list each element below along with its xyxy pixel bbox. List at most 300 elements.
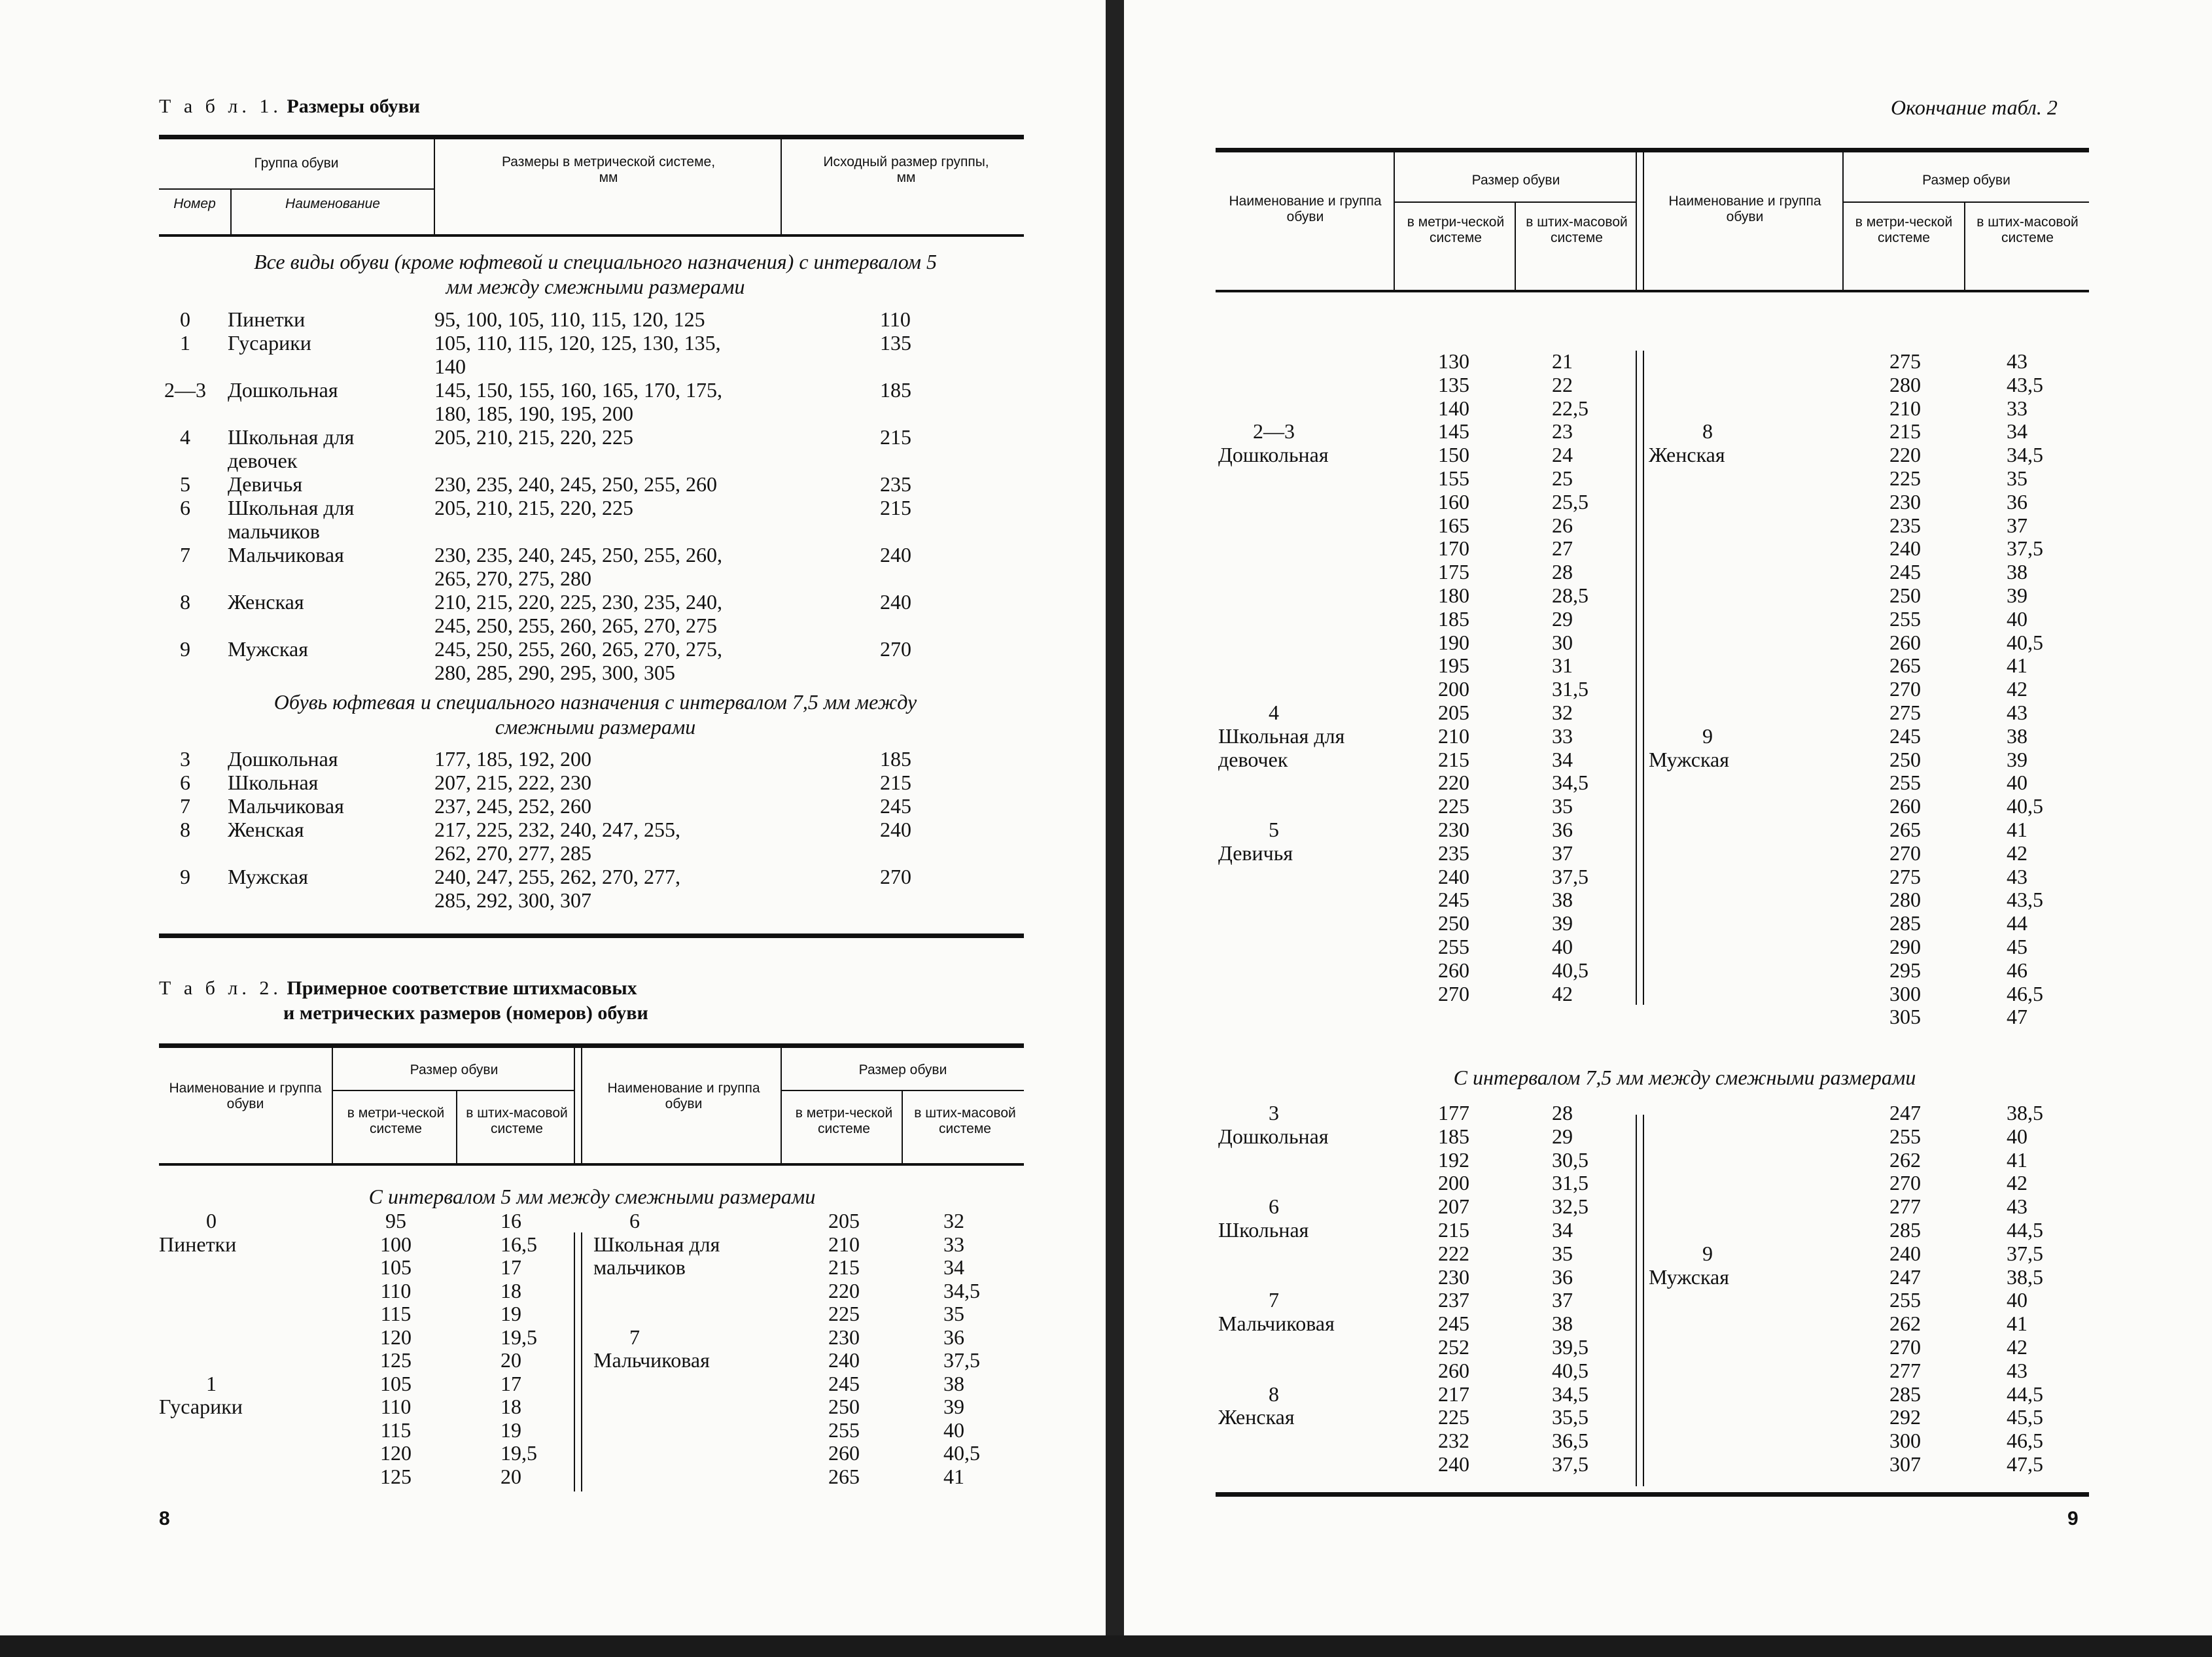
rtable-cell-stich: 45 [2007, 935, 2028, 958]
rtable-header-size-r: Размер обуви [1922, 173, 2010, 188]
rtable-cell-stich: 40,5 [1552, 958, 1589, 982]
rtable-cell-stich: 34,5 [1552, 1382, 1589, 1406]
rtable-cell-stich: 40,5 [2007, 630, 2043, 654]
table1-row-sizes: 245, 250, 255, 260, 265, 270, 275 [434, 614, 717, 637]
rtable-cell-metric: 300 [1889, 981, 1921, 1005]
rtable-cell-metric: 262 [1889, 1147, 1921, 1172]
table2-cell-stich: 40 [943, 1418, 964, 1442]
table2-group-number: 0 [206, 1209, 217, 1232]
rtable-cell-stich: 36 [1552, 1265, 1573, 1289]
rtable-cell-metric: 210 [1438, 724, 1469, 748]
rtable-cell-metric: 225 [1438, 794, 1469, 818]
rtable-cell-stich: 33 [1552, 724, 1573, 748]
rtable-cell-metric: 265 [1889, 818, 1921, 841]
rtable-cell-stich: 36 [2007, 489, 2028, 514]
rtable-cell-stich: 40 [2007, 606, 2028, 631]
rtable-cell-metric: 260 [1889, 630, 1921, 654]
rtable-cell-metric: 240 [1438, 1452, 1469, 1476]
rtable-cell-stich: 31,5 [1552, 1171, 1589, 1195]
table1-label: Т а б л. 1. [159, 96, 282, 117]
table1-row-number: 8 [180, 818, 190, 841]
table2-group-name: Гусарики [159, 1395, 243, 1418]
table2-cell-metric: 230 [828, 1325, 860, 1349]
rtable-cell-metric: 235 [1889, 513, 1921, 537]
table1-row-base: 185 [880, 747, 911, 771]
table2-cell-stich: 19,5 [500, 1441, 537, 1465]
rtable-cell-metric: 215 [1889, 419, 1921, 444]
rtable-group-number: 5 [1269, 818, 1279, 841]
rtable-cell-stich: 31 [1552, 654, 1573, 678]
rtable-cell-stich: 24 [1552, 443, 1573, 467]
rtable-cell-stich: 22,5 [1552, 396, 1589, 420]
table2-cell-metric: 100 [380, 1232, 412, 1256]
table1-row-number: 6 [180, 771, 190, 794]
rtable-cell-stich: 23 [1552, 419, 1573, 444]
rtable-cell-metric: 130 [1438, 349, 1469, 373]
table2-cell-stich: 34 [943, 1255, 964, 1279]
rtable-group-name: Дошкольная [1218, 443, 1329, 467]
rtable-group-name: Девичья [1218, 841, 1293, 865]
table1-row-sizes: 95, 100, 105, 110, 115, 120, 125 [434, 307, 705, 331]
rtable-group-number: 8 [1702, 419, 1713, 444]
rtable-cell-stich: 37,5 [2007, 536, 2043, 561]
rtable-cell-stich: 43 [2007, 701, 2028, 724]
table1-title: Размеры обуви [287, 96, 421, 117]
rtable-cell-stich: 37,5 [1552, 864, 1589, 888]
rtable-cell-metric: 255 [1438, 935, 1469, 958]
rtable-cell-stich: 35 [1552, 1241, 1573, 1265]
rtable-cell-metric: 270 [1889, 841, 1921, 865]
table2-caption-line2 [283, 1002, 648, 1024]
rtable-cell-stich: 38,5 [2007, 1265, 2043, 1289]
table2-double-vline-body [574, 1232, 582, 1491]
rtable-header-metric-l: в метри-ческой системе [1407, 215, 1505, 246]
table2-cell-metric: 120 [380, 1441, 412, 1465]
table1-row-sizes: 180, 185, 190, 195, 200 [434, 402, 633, 425]
rtable-cell-metric: 290 [1889, 935, 1921, 958]
rtable-cell-metric: 292 [1889, 1405, 1921, 1429]
table2-cell-stich: 18 [500, 1278, 521, 1302]
rtable-cell-metric: 232 [1438, 1429, 1469, 1453]
rtable-cell-stich: 39 [2007, 584, 2028, 607]
rtable-cell-stich: 32,5 [1552, 1195, 1589, 1219]
rtable-cell-stich: 29 [1552, 1124, 1573, 1148]
rtable-cell-stich: 31,5 [1552, 677, 1589, 701]
table1-row-number: 9 [180, 637, 190, 661]
rtable-cell-stich: 30,5 [1552, 1147, 1589, 1172]
rtable-cell-metric: 270 [1438, 981, 1469, 1005]
rtable-cell-metric: 277 [1889, 1195, 1921, 1219]
rtable-group-name: Школьная для [1218, 724, 1345, 748]
table1-header-group: Группа обуви [254, 156, 339, 171]
table1-row-sizes: 145, 150, 155, 160, 165, 170, 175, [434, 378, 722, 402]
rtable-size-rule-r [1844, 201, 2089, 203]
table1-row-sizes: 210, 215, 220, 225, 230, 235, 240, [434, 590, 722, 614]
rtable-cell-metric: 220 [1438, 771, 1469, 795]
table2-size-rule-l [333, 1090, 575, 1091]
rtable-cell-metric: 255 [1889, 1288, 1921, 1312]
table2-cell-metric: 215 [828, 1255, 860, 1279]
rtable-cell-metric: 185 [1438, 1124, 1469, 1148]
table2-cell-stich: 19,5 [500, 1325, 537, 1349]
rtable-cell-metric: 270 [1889, 1171, 1921, 1195]
rtable-cell-metric: 200 [1438, 677, 1469, 701]
table1-row-sizes: 237, 245, 252, 260 [434, 794, 591, 818]
table1-section2: Обувь юфтевая и специального назначения с интервалом 7,5 мм между смежными размерами [273, 690, 917, 739]
table1-top-rule [159, 135, 1024, 139]
table2-cell-metric: 115 [380, 1418, 412, 1442]
rtable-cell-stich: 43,5 [2007, 372, 2043, 396]
rtable-cell-stich: 42 [2007, 677, 2028, 701]
table1-row-name: Школьная для [228, 496, 355, 519]
rtable-cell-stich: 42 [2007, 1171, 2028, 1195]
table1-row-base: 215 [880, 425, 911, 449]
scan-bottom-edge [0, 1635, 2212, 1657]
table1-row-number: 2—3 [164, 378, 206, 402]
table2-cell-metric: 95 [385, 1209, 406, 1232]
table2-group-number: 7 [629, 1325, 640, 1349]
rtable-cell-stich: 45,5 [2007, 1405, 2043, 1429]
table1-row-base: 240 [880, 543, 911, 567]
rtable-cell-stich: 37,5 [2007, 1241, 2043, 1265]
rtable-cell-metric: 275 [1889, 701, 1921, 724]
table2-title-line1: Примерное соответствие штихмасовых [287, 977, 637, 999]
rtable-cell-stich: 35 [2007, 466, 2028, 490]
rtable-cell-metric: 205 [1438, 701, 1469, 724]
rtable-cell-stich: 40 [2007, 1288, 2028, 1312]
table1-row-name: Пинетки [228, 307, 306, 331]
table2-cell-stich: 20 [500, 1348, 521, 1372]
table1-row-name: Девичья [228, 472, 303, 496]
rtable-cell-metric: 185 [1438, 606, 1469, 631]
table2-cell-metric: 255 [828, 1418, 860, 1442]
rtable-cell-metric: 165 [1438, 513, 1469, 537]
rtable-cell-stich: 37 [1552, 1288, 1573, 1312]
table1-row-base: 215 [880, 496, 911, 519]
rtable-header-stich-l: в штих-масовой системе [1526, 215, 1628, 246]
table2-cell-metric: 105 [380, 1255, 412, 1279]
table1-row-number: 5 [180, 472, 190, 496]
table1-row-base: 240 [880, 818, 911, 841]
rtable-cell-stich: 39 [2007, 747, 2028, 771]
table2-cell-metric: 265 [828, 1464, 860, 1488]
rtable-cell-stich: 39 [1552, 911, 1573, 935]
table1-row-name: Гусарики [228, 331, 311, 355]
rtable-cell-stich: 44,5 [2007, 1218, 2043, 1242]
rtable-cell-metric: 270 [1889, 1335, 1921, 1359]
table1-row-sizes: 262, 270, 277, 285 [434, 841, 591, 865]
table2-cell-metric: 110 [380, 1395, 412, 1418]
rtable-cell-metric: 145 [1438, 419, 1469, 444]
table1-row-base: 185 [880, 378, 911, 402]
rtable-cell-metric: 237 [1438, 1288, 1469, 1312]
table1-row-name: Дошкольная [228, 378, 338, 402]
table2-size-rule-r [782, 1090, 1024, 1091]
table2-vline-2 [456, 1091, 457, 1163]
table1-row-sizes: 217, 225, 232, 240, 247, 255, [434, 818, 680, 841]
table1-row-number: 3 [180, 747, 190, 771]
table1-row-sizes: 280, 285, 290, 295, 300, 305 [434, 661, 675, 684]
table2-cell-stich: 18 [500, 1395, 521, 1418]
rtable-cell-stich: 41 [2007, 1147, 2028, 1172]
rtable-cell-metric: 275 [1889, 349, 1921, 373]
rtable-header-bottom-rule [1216, 290, 2089, 292]
rtable-cell-metric: 217 [1438, 1382, 1469, 1406]
rtable-cell-stich: 35,5 [1552, 1405, 1589, 1429]
table2-cell-stich: 41 [943, 1464, 964, 1488]
rtable-cell-metric: 230 [1889, 489, 1921, 514]
rtable-cell-stich: 47,5 [2007, 1452, 2043, 1476]
rtable-header-metric-r: в метри-ческой системе [1855, 215, 1953, 246]
table2-group-name: Мальчиковая [593, 1348, 710, 1372]
table2-cell-metric: 115 [380, 1302, 412, 1325]
rtable-cell-stich: 21 [1552, 349, 1573, 373]
rtable-cell-stich: 34 [1552, 1218, 1573, 1242]
table2-header-stich-l: в штих-масовой системе [466, 1106, 568, 1137]
rtable-cell-stich: 27 [1552, 536, 1573, 561]
rtable-cell-metric: 222 [1438, 1241, 1469, 1265]
table2-cell-stich: 40,5 [943, 1441, 980, 1465]
rtable-cell-stich: 38 [1552, 888, 1573, 912]
rtable-cell-stich: 40,5 [2007, 794, 2043, 818]
rtable-cell-metric: 252 [1438, 1335, 1469, 1359]
rtable-cell-metric: 192 [1438, 1147, 1469, 1172]
rtable-cell-metric: 170 [1438, 536, 1469, 561]
rtable-group-number: 2—3 [1253, 419, 1295, 444]
rtable-cell-metric: 280 [1889, 372, 1921, 396]
rtable-cell-metric: 140 [1438, 396, 1469, 420]
table2-group-number: 1 [206, 1371, 217, 1395]
table2-cell-stich: 20 [500, 1464, 521, 1488]
table2-header-namegroup-r: Наименование и группа обуви [607, 1081, 760, 1112]
rtable-cell-stich: 30 [1552, 630, 1573, 654]
rtable-cell-metric: 240 [1438, 864, 1469, 888]
rtable-header-namegroup-l: Наименование и группа обуви [1229, 194, 1382, 225]
rtable-cell-metric: 155 [1438, 466, 1469, 490]
table1-row-sizes: 140 [434, 355, 466, 378]
rtable-cell-metric: 305 [1889, 1005, 1921, 1029]
rtable-cell-stich: 38 [2007, 560, 2028, 584]
table2-cell-metric: 250 [828, 1395, 860, 1418]
table2-cell-stich: 16 [500, 1209, 521, 1232]
rtable-cell-metric: 200 [1438, 1171, 1469, 1195]
rtable-cell-stich: 43 [2007, 864, 2028, 888]
rtable-header-stich-r: в штих-масовой системе [1976, 215, 2079, 246]
rtable-cell-metric: 260 [1438, 958, 1469, 982]
rtable-cell-metric: 285 [1889, 911, 1921, 935]
table1-group-rule [159, 188, 434, 190]
table1-row-sizes: 205, 210, 215, 220, 225 [434, 496, 633, 519]
table1-row-sizes: 240, 247, 255, 262, 270, 277, [434, 865, 680, 888]
table1-row-name: Женская [228, 818, 304, 841]
rtable-cell-stich: 34,5 [1552, 771, 1589, 795]
table2-cell-metric: 245 [828, 1371, 860, 1395]
table2-label: Т а б л. 2. [159, 977, 282, 999]
table1-row-number: 7 [180, 794, 190, 818]
table2-cell-metric: 120 [380, 1325, 412, 1349]
rtable-cell-stich: 37 [1552, 841, 1573, 865]
table1-header-name: Наименование [285, 196, 380, 211]
rtable-cell-metric: 225 [1438, 1405, 1469, 1429]
table1-header-number: Номер [173, 196, 216, 211]
rtable-cell-metric: 215 [1438, 1218, 1469, 1242]
rtable-cell-stich: 42 [2007, 1335, 2028, 1359]
rtable-cell-stich: 34 [1552, 747, 1573, 771]
rtable-cell-metric: 285 [1889, 1382, 1921, 1406]
rtable-cell-metric: 262 [1889, 1312, 1921, 1336]
table1-row-number: 9 [180, 865, 190, 888]
rtable-group-number: 8 [1269, 1382, 1279, 1406]
rtable-cell-metric: 265 [1889, 654, 1921, 678]
table2-cell-stich: 35 [943, 1302, 964, 1325]
table2-group-number: 6 [629, 1209, 640, 1232]
rtable-cell-stich: 38 [2007, 724, 2028, 748]
table2-cell-stich: 32 [943, 1209, 964, 1232]
rtable-group-number: 4 [1269, 701, 1279, 724]
table1-bottom-rule [159, 933, 1024, 938]
table1-row-name: Мужская [228, 637, 308, 661]
rtable-cell-stich: 47 [2007, 1005, 2028, 1029]
table1-row-sizes: 205, 210, 215, 220, 225 [434, 425, 633, 449]
table2-cell-metric: 225 [828, 1302, 860, 1325]
table2-header-metric-r: в метри-ческой системе [795, 1106, 893, 1137]
rtable-section2: С интервалом 7,5 мм между смежными размерами [1453, 1066, 1916, 1089]
rtable-cell-metric: 250 [1438, 911, 1469, 935]
rtable-cell-metric: 230 [1438, 818, 1469, 841]
rtable-cell-stich: 40,5 [1552, 1358, 1589, 1382]
rtable-cell-stich: 43,5 [2007, 888, 2043, 912]
rtable-cell-metric: 285 [1889, 1218, 1921, 1242]
rtable-cell-stich: 37,5 [1552, 1452, 1589, 1476]
rtable-cell-metric: 307 [1889, 1452, 1921, 1476]
table2-top-rule [159, 1043, 1024, 1048]
table2-cell-stich: 38 [943, 1371, 964, 1395]
table1-row-sizes: 245, 250, 255, 260, 265, 270, 275, [434, 637, 722, 661]
table1-row-name: Мальчиковая [228, 543, 344, 567]
rtable-group-name: девочек [1218, 747, 1288, 771]
rtable-group-name: Мужская [1649, 1265, 1729, 1289]
table1-row-sizes: 105, 110, 115, 120, 125, 130, 135, [434, 331, 721, 355]
rtable-cell-stich: 42 [1552, 981, 1573, 1005]
table1-vline-sizes [434, 139, 435, 235]
rtable-cell-stich: 40 [2007, 771, 2028, 795]
rtable-cell-metric: 210 [1889, 396, 1921, 420]
rtable-cell-metric: 215 [1438, 747, 1469, 771]
rtable-cell-stich: 46 [2007, 958, 2028, 982]
rtable-cell-metric: 245 [1889, 724, 1921, 748]
table2-header-metric-l: в метри-ческой системе [347, 1106, 445, 1137]
table2-cell-stich: 16,5 [500, 1232, 537, 1256]
table2-cell-stich: 39 [943, 1395, 964, 1418]
table1-row-base: 270 [880, 637, 911, 661]
rtable-group-number: 7 [1269, 1288, 1279, 1312]
rtable-cell-stich: 38 [1552, 1312, 1573, 1336]
table2-header-size-l: Размер обуви [410, 1062, 499, 1077]
rtable-cell-metric: 275 [1889, 864, 1921, 888]
table1-header-bottom-rule [159, 234, 1024, 237]
rtable-group-name: Дошкольная [1218, 1124, 1329, 1148]
left-page-number: 8 [159, 1508, 170, 1529]
table1-row-sizes: 207, 215, 222, 230 [434, 771, 591, 794]
rtable-group-number: 3 [1269, 1101, 1279, 1125]
rtable-cell-stich: 43 [2007, 1195, 2028, 1219]
rtable-cell-metric: 177 [1438, 1101, 1469, 1125]
table2-cell-stich: 19 [500, 1302, 521, 1325]
rtable-header-namegroup-r: Наименование и группа обуви [1668, 194, 1821, 225]
rtable-group-name: Мужская [1649, 747, 1729, 771]
rtable-cell-metric: 280 [1889, 888, 1921, 912]
table1-row-number: 1 [180, 331, 190, 355]
table2-end-note: Окончание табл. 2 [1891, 96, 2058, 119]
rtable-cell-metric: 220 [1889, 443, 1921, 467]
rtable-cell-stich: 33 [2007, 396, 2028, 420]
rtable-cell-stich: 25 [1552, 466, 1573, 490]
table2-group-name: Пинетки [159, 1232, 237, 1256]
table1-row-name: Школьная [228, 771, 319, 794]
table1-row-base: 110 [880, 307, 911, 331]
rtable-cell-stich: 38,5 [2007, 1101, 2043, 1125]
rtable-cell-stich: 25,5 [1552, 489, 1589, 514]
rtable-cell-stich: 41 [2007, 654, 2028, 678]
table2-cell-stich: 17 [500, 1371, 521, 1395]
rtable-cell-metric: 260 [1438, 1358, 1469, 1382]
rtable-cell-stich: 41 [2007, 818, 2028, 841]
table2-cell-metric: 220 [828, 1278, 860, 1302]
rtable-cell-metric: 175 [1438, 560, 1469, 584]
rtable-cell-metric: 180 [1438, 584, 1469, 607]
rtable-cell-metric: 240 [1889, 1241, 1921, 1265]
rtable-cell-metric: 245 [1438, 888, 1469, 912]
table1-caption [159, 96, 420, 118]
rtable-cell-metric: 247 [1889, 1101, 1921, 1125]
rtable-cell-stich: 28 [1552, 1101, 1573, 1125]
table2-cell-metric: 260 [828, 1441, 860, 1465]
table2-cell-metric: 240 [828, 1348, 860, 1372]
table2-cell-metric: 125 [380, 1464, 412, 1488]
table1-row-number: 8 [180, 590, 190, 614]
rtable-cell-metric: 195 [1438, 654, 1469, 678]
table2-title-line2: и метрических размеров (номеров) обуви [283, 1002, 648, 1024]
table1-row-name: Женская [228, 590, 304, 614]
rtable-group-number: 9 [1702, 724, 1713, 748]
rtable-group-name: Женская [1218, 1405, 1295, 1429]
table2-group-name: Школьная для [593, 1232, 720, 1256]
table2-cell-metric: 105 [380, 1371, 412, 1395]
table2-group-name: мальчиков [593, 1255, 686, 1279]
rtable-cell-metric: 225 [1889, 466, 1921, 490]
rtable-top-rule [1216, 148, 2089, 152]
rtable-cell-metric: 250 [1889, 584, 1921, 607]
rtable-cell-stich: 26 [1552, 513, 1573, 537]
rtable-header-size-l: Размер обуви [1471, 173, 1560, 188]
table1-row-name: Дошкольная [228, 747, 338, 771]
rtable-cell-stich: 37 [2007, 513, 2028, 537]
table2-cell-stich: 36 [943, 1325, 964, 1349]
table2-cell-metric: 205 [828, 1209, 860, 1232]
table1-row-base: 235 [880, 472, 911, 496]
rtable-cell-stich: 44 [2007, 911, 2028, 935]
rtable-cell-metric: 300 [1889, 1429, 1921, 1453]
table2-cell-metric: 110 [380, 1278, 412, 1302]
rtable-cell-stich: 42 [2007, 841, 2028, 865]
rtable-cell-metric: 277 [1889, 1358, 1921, 1382]
rtable-cell-metric: 260 [1889, 794, 1921, 818]
rtable-cell-metric: 250 [1889, 747, 1921, 771]
rtable-group-name: Женская [1649, 443, 1725, 467]
rtable-cell-metric: 230 [1438, 1265, 1469, 1289]
table2-cell-stich: 34,5 [943, 1278, 980, 1302]
table2-vline-4 [902, 1091, 903, 1163]
